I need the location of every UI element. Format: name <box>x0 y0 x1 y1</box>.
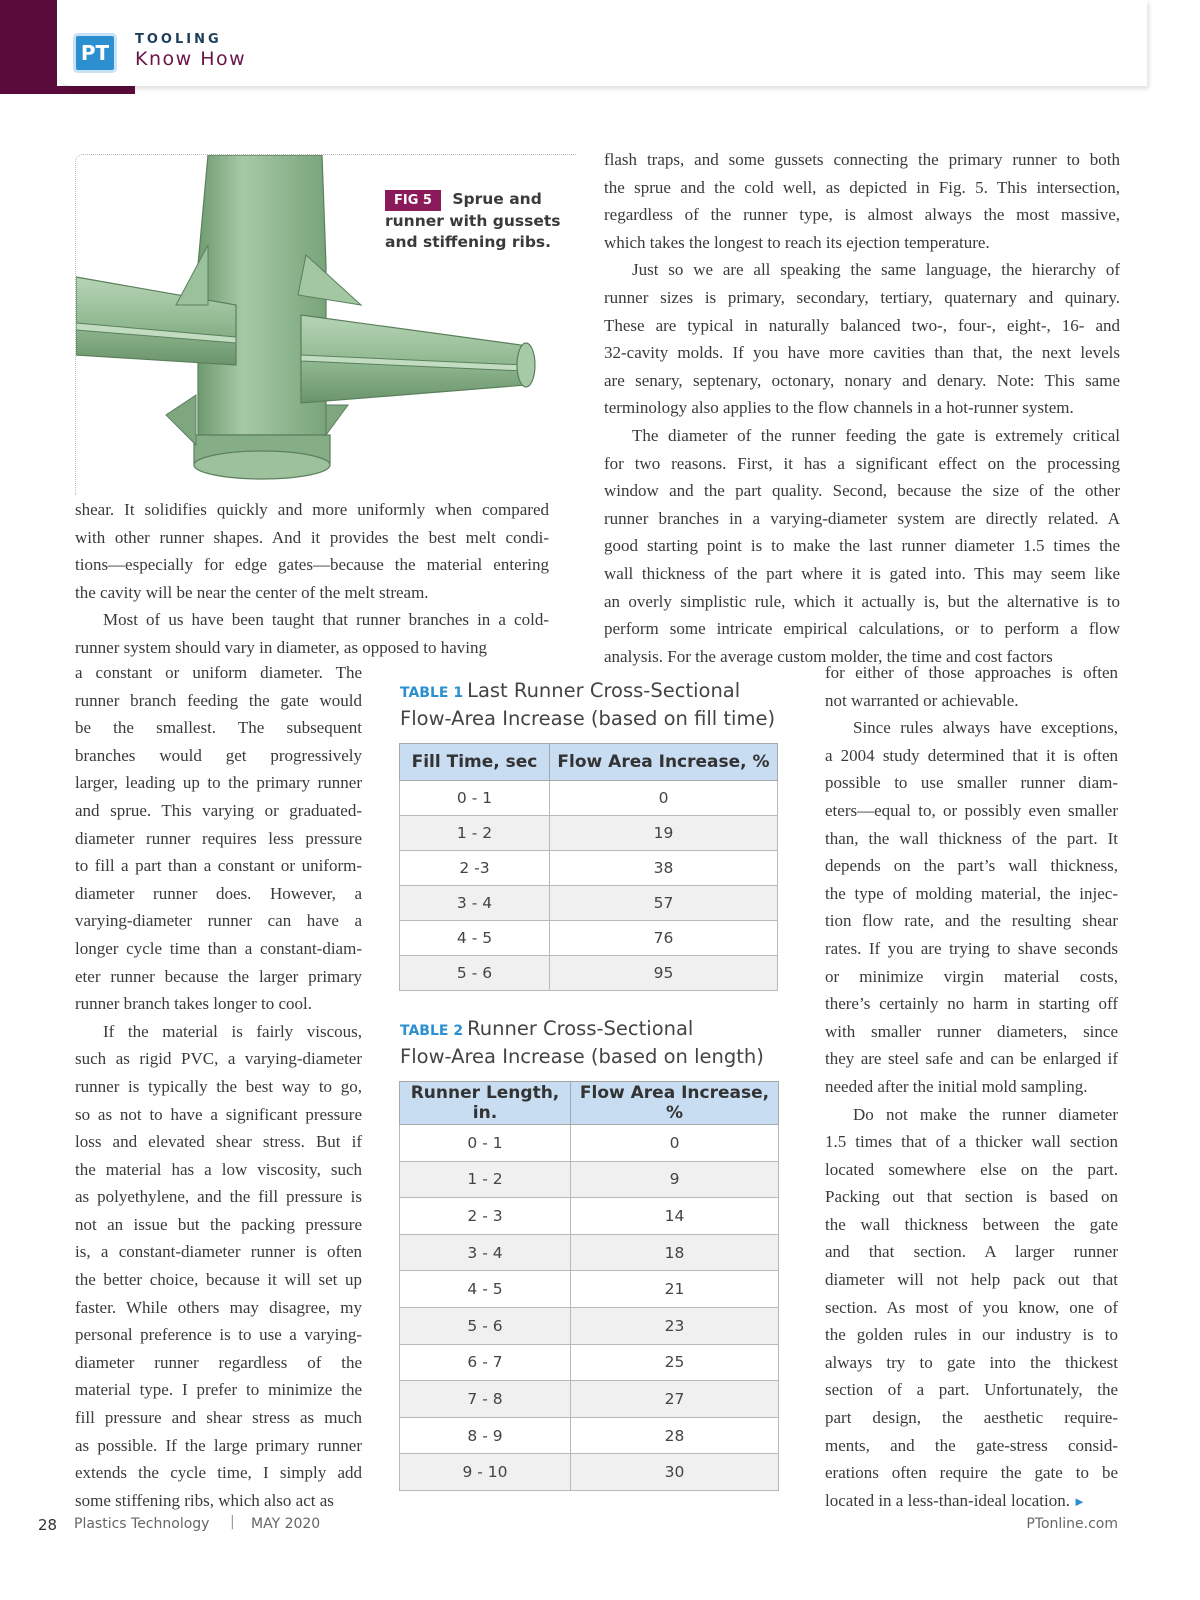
header-accent-bar <box>0 86 135 94</box>
table-cell-value: 21 <box>571 1271 779 1308</box>
table-row <box>400 1417 779 1454</box>
text-line: not an issue but the packing pressure <box>75 1214 362 1234</box>
text-line: there’s certainly no harm in starting off <box>825 994 1118 1014</box>
text-line: tion flow rate, and the resulting shear <box>825 911 1118 931</box>
text-line: needed after the initial mold sampling. <box>825 1076 1088 1096</box>
table1-header-fill-time: Fill Time, sec <box>400 744 550 781</box>
table-row <box>400 781 778 816</box>
text-line: runner system should vary in diameter, as opposed to having <box>75 637 487 657</box>
text-line: part design, the aesthetic require- <box>825 1408 1118 1428</box>
text-line: a 2004 study determined that it is often <box>825 745 1118 765</box>
text-line: varying-diameter runner can have a <box>75 911 362 931</box>
text-line: section. As most of you know, one of <box>825 1297 1118 1317</box>
table-row <box>400 1234 779 1271</box>
table-cell-range: 1 - 2 <box>400 1161 571 1198</box>
table-row <box>400 886 778 921</box>
page-number: 28 <box>38 1516 58 1534</box>
table-cell-value: 0 <box>571 1125 779 1162</box>
table-cell-value: 38 <box>550 851 778 886</box>
text-line: tions—especially for edge gates—because the material entering <box>75 555 549 575</box>
table-cell-range: 3 - 4 <box>400 1234 571 1271</box>
table1-header-flow-area: Flow Area Increase, % <box>550 744 778 781</box>
text-line: runner sizes is primary, secondary, tertiary, quaternary and quinary. <box>604 287 1120 307</box>
text-line: These are typical in naturally balanced two-, four-, eight-, 16- and <box>604 315 1120 335</box>
text-line: the golden rules in our industry is to <box>825 1325 1118 1345</box>
text-line: loss and elevated shear stress. But if <box>75 1132 362 1152</box>
paragraph <box>75 659 362 1018</box>
text-line: flash traps, and some gussets connecting the primary runner to both <box>604 150 1120 169</box>
text-line: located somewhere else on the part. <box>825 1159 1118 1179</box>
table-cell-value: 30 <box>571 1454 779 1491</box>
table-row <box>400 1381 779 1418</box>
table-cell-value: 25 <box>571 1344 779 1381</box>
text-line: than, the wall thickness of the part. It <box>825 828 1118 848</box>
table-cell-range: 4 - 5 <box>400 921 550 956</box>
text-line: longer cycle time than a constant-diam- <box>75 938 362 958</box>
text-line: the type of molding material, the injec- <box>825 883 1118 903</box>
end-mark-icon: ► <box>1073 1493 1086 1509</box>
table-cell-range: 0 - 1 <box>400 1125 571 1162</box>
table-cell-range: 8 - 9 <box>400 1417 571 1454</box>
table-cell-range: 4 - 5 <box>400 1271 571 1308</box>
paragraph <box>604 146 1120 256</box>
text-line: faster. While others may disagree, my <box>75 1297 362 1317</box>
table2-header-runner-length: Runner Length, in. <box>400 1082 571 1125</box>
text-line: possible to use smaller runner diam- <box>825 773 1118 793</box>
text-line: is, a constant-diameter runner is often <box>75 1242 362 1262</box>
paragraph <box>75 496 549 606</box>
text-line: depends on the part’s wall thickness, <box>825 856 1118 876</box>
text-line: diameter runner does. However, a <box>75 883 362 903</box>
table-cell-value: 27 <box>571 1381 779 1418</box>
text-line: and sprue. This varying or graduated- <box>75 800 362 820</box>
table-cell-value: 76 <box>550 921 778 956</box>
table-row <box>400 921 778 956</box>
text-line: branches would get progressively <box>75 745 362 765</box>
text-line: an overly simplistic rule, which it actually is, but the alternative is to <box>604 591 1120 611</box>
text-line: always try to gate into the thickest <box>825 1352 1118 1372</box>
table1-tag: TABLE 1 <box>400 685 464 701</box>
text-line: some stiffening ribs, which also act as <box>75 1490 334 1510</box>
text-line: for two reasons. First, it has a significant effect on the processing <box>604 453 1120 473</box>
table-cell-range: 7 - 8 <box>400 1381 571 1418</box>
text-line: section of a part. Unfortunately, the <box>825 1380 1118 1400</box>
text-line: perform some intricate empirical calculations, or to perform a flow <box>604 619 1120 639</box>
table-cell-value: 28 <box>571 1417 779 1454</box>
paragraph <box>604 422 1120 670</box>
paragraph <box>825 714 1118 1100</box>
text-line: rates. If you are trying to shave seconds <box>825 938 1118 958</box>
table1-title-line1: Last Runner Cross-Sectional <box>467 679 741 702</box>
text-line: larger, leading up to the primary runner <box>75 773 362 793</box>
table-row <box>400 956 778 991</box>
footer-divider: | <box>230 1514 235 1530</box>
text-line: diameter runner regardless of the <box>75 1352 362 1372</box>
issue-date: MAY 2020 <box>251 1516 321 1532</box>
text-line: are senary, septenary, octonary, nonary and denary. Note: This same <box>604 370 1120 390</box>
text-line: which takes the longest to reach its ejection temperature. <box>604 232 990 252</box>
text-line: runner branch takes longer to cool. <box>75 994 312 1014</box>
text-line: not warranted or achievable. <box>825 690 1019 710</box>
text-line: runner is typically the best way to go, <box>75 1076 362 1096</box>
text-line: runner branches in a varying-diameter system are directly related. A <box>604 508 1120 528</box>
left-column-upper-text <box>75 496 549 662</box>
table2-caption <box>400 1016 780 1069</box>
table-cell-value: 0 <box>550 781 778 816</box>
table-row <box>400 851 778 886</box>
paragraph <box>825 659 1118 714</box>
text-line: terminology also applies to the flow channels in a hot-runner system. <box>604 398 1074 418</box>
table-row <box>400 1198 779 1235</box>
text-line: personal preference is to use a varying- <box>75 1325 362 1345</box>
right-column-top-text <box>604 146 1120 670</box>
table-row <box>400 1161 779 1198</box>
text-line: shear. It solidifies quickly and more uniformly when compared <box>75 500 549 519</box>
text-line: ments, and the gate-stress consid- <box>825 1435 1118 1455</box>
text-line: as polyethylene, and the fill pressure is <box>75 1187 362 1207</box>
text-line: Since rules always have exceptions, <box>853 718 1118 738</box>
text-line: with smaller runner diameters, since <box>825 1021 1118 1041</box>
text-line: the material has a low viscosity, such <box>75 1159 362 1179</box>
paragraph <box>75 1018 362 1515</box>
text-line: runner branch feeding the gate would <box>75 690 362 710</box>
text-line: material type. I prefer to minimize the <box>75 1380 362 1400</box>
text-line: Most of us have been taught that runner branches in a cold- <box>103 610 549 630</box>
table-cell-value: 19 <box>550 816 778 851</box>
table-cell-value: 18 <box>571 1234 779 1271</box>
page-footer <box>38 1516 1118 1540</box>
section-label: TOOLING <box>135 32 222 47</box>
text-line: the better choice, because it will set up <box>75 1270 362 1290</box>
table2 <box>399 1081 779 1491</box>
table-row <box>400 816 778 851</box>
table-row <box>400 1307 779 1344</box>
figure-caption <box>385 189 565 253</box>
website: PTonline.com <box>1026 1516 1118 1532</box>
text-line: good starting point is to make the last runner diameter 1.5 times the <box>604 536 1120 556</box>
text-line: be the smallest. The subsequent <box>75 718 362 738</box>
text-line: If the material is fairly viscous, <box>103 1021 362 1041</box>
figure-badge: FIG 5 <box>385 190 441 211</box>
table-row <box>400 1454 779 1491</box>
text-line: they are steel safe and can be enlarged if <box>825 1049 1118 1069</box>
text-line: regardless of the runner type, is almost always the most massive, <box>604 205 1120 225</box>
text-line: for either of those approaches is often <box>825 663 1118 682</box>
text-line: the cavity will be near the center of the melt stream. <box>75 582 429 602</box>
table2-tag: TABLE 2 <box>400 1023 464 1039</box>
paragraph <box>75 606 549 661</box>
table1-title-line2: Flow-Area Increase (based on fill time) <box>400 707 776 730</box>
table1-caption <box>400 678 780 731</box>
table-cell-range: 9 - 10 <box>400 1454 571 1491</box>
table1 <box>399 743 778 991</box>
text-line: to fill a part than a constant or uniform- <box>75 856 362 876</box>
text-line: Do not make the runner diameter <box>853 1104 1118 1124</box>
paragraph <box>825 1101 1118 1516</box>
publication-name: Plastics Technology <box>74 1516 210 1532</box>
text-line: analysis. For the average custom molder, the time and cost factors <box>604 646 1053 666</box>
table-cell-range: 2 - 3 <box>400 1198 571 1235</box>
text-line: eters—equal to, or possibly even smaller <box>825 800 1118 820</box>
text-line: The diameter of the runner feeding the gate is extremely critical <box>632 425 1120 445</box>
table-row <box>400 1125 779 1162</box>
text-line: Packing out that section is based on <box>825 1187 1118 1207</box>
text-line: window and the part quality. Second, because the size of the other <box>604 481 1120 501</box>
text-line: Just so we are all speaking the same language, the hierarchy of <box>632 260 1120 280</box>
pt-logo: PT <box>76 36 114 70</box>
text-line: the wall thickness between the gate <box>825 1214 1118 1234</box>
table-cell-value: 9 <box>571 1161 779 1198</box>
table2-title-line2: Flow-Area Increase (based on length) <box>400 1045 764 1068</box>
paragraph <box>604 256 1120 422</box>
table-cell-range: 5 - 6 <box>400 1307 571 1344</box>
table-cell-range: 6 - 7 <box>400 1344 571 1381</box>
text-line: diameter will not help pack out that <box>825 1270 1118 1290</box>
table-cell-range: 5 - 6 <box>400 956 550 991</box>
text-line: 1.5 times that of a thicker wall section <box>825 1132 1118 1152</box>
table-cell-range: 1 - 2 <box>400 816 550 851</box>
table-cell-value: 57 <box>550 886 778 921</box>
table-row <box>400 1344 779 1381</box>
text-line: 32-cavity molds. If you have more cavities than that, the next levels <box>604 343 1120 363</box>
table-cell-range: 0 - 1 <box>400 781 550 816</box>
text-line: extends the cycle time, I simply add <box>75 1463 362 1483</box>
left-column-lower-text <box>75 659 362 1514</box>
text-line: such as rigid PVC, a varying-diameter <box>75 1049 362 1069</box>
text-line: the sprue and the cold well, as depicted in Fig. 5. This intersection, <box>604 177 1120 197</box>
table-cell-value: 23 <box>571 1307 779 1344</box>
table2-title-line1: Runner Cross-Sectional <box>467 1017 694 1040</box>
text-line: eter runner because the larger primary <box>75 966 362 986</box>
figure-caption-text: Sprue and runner with gussets and stiffening ribs. <box>385 190 561 251</box>
text-line: fill pressure and shear stress as much <box>75 1408 362 1428</box>
right-column-lower-text <box>825 659 1118 1515</box>
text-line: as possible. If the large primary runner <box>75 1435 362 1455</box>
text-line: so as not to have a significant pressure <box>75 1104 362 1124</box>
header-corner-accent <box>0 0 57 94</box>
text-line: and that section. A larger runner <box>825 1242 1118 1262</box>
table-cell-value: 14 <box>571 1198 779 1235</box>
table-row <box>400 1271 779 1308</box>
table-cell-value: 95 <box>550 956 778 991</box>
table-cell-range: 2 -3 <box>400 851 550 886</box>
text-line: diameter runner requires less pressure <box>75 828 362 848</box>
text-line: a constant or uniform diameter. The <box>75 663 362 682</box>
text-line: located in a less-than-ideal location. ► <box>825 1490 1086 1510</box>
section-subtitle: Know How <box>135 48 247 70</box>
text-line: erations often require the gate to be <box>825 1463 1118 1483</box>
table2-header-flow-area: Flow Area Increase, % <box>571 1082 779 1125</box>
table-cell-range: 3 - 4 <box>400 886 550 921</box>
text-line: wall thickness of the part where it is gated into. This may seem like <box>604 563 1120 583</box>
text-line: with other runner shapes. And it provides the best melt condi- <box>75 527 549 547</box>
text-line: or minimize virgin material costs, <box>825 966 1118 986</box>
